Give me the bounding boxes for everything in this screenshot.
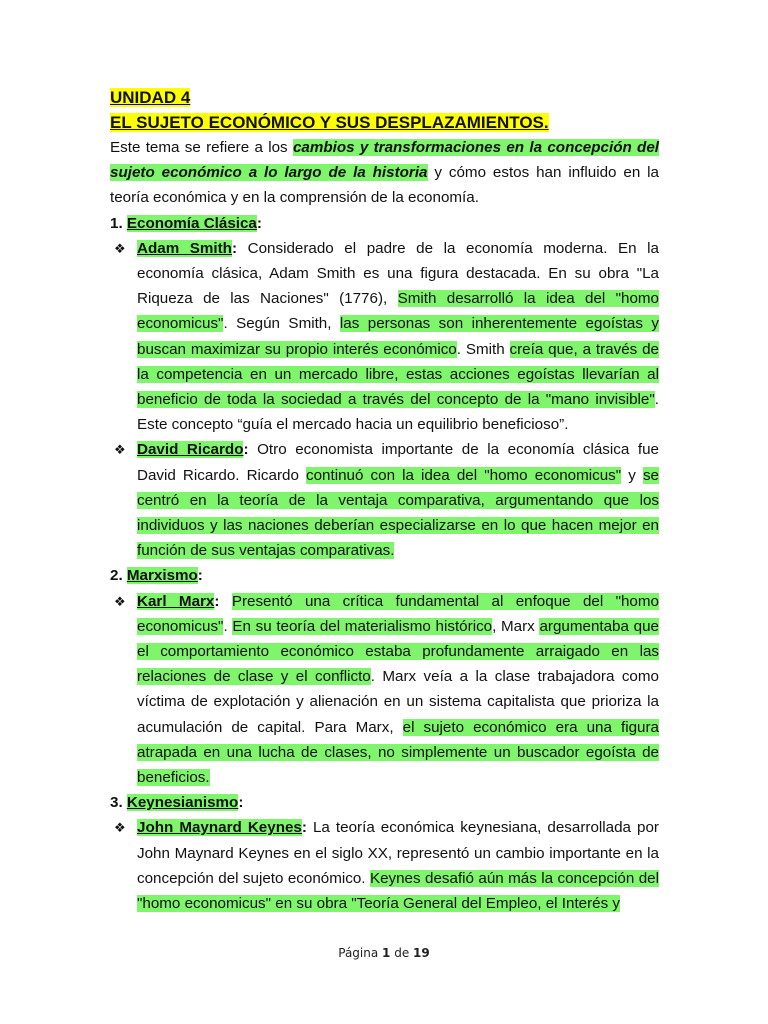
author-name: John Maynard Keynes xyxy=(137,819,302,837)
document-body xyxy=(110,85,659,916)
page-total: 19 xyxy=(413,946,430,960)
author-name: Adam Smith xyxy=(137,239,232,257)
diamond-bullet-icon: ❖ xyxy=(114,593,126,609)
section-heading-keynesianism: 3. Keynesianismo: xyxy=(110,794,244,812)
intro-highlight: cambios y transformaciones en la concepción del sujeto económico a lo largo de la historia xyxy=(110,139,659,182)
page-footer: Página 1 de 19 xyxy=(338,946,430,960)
section-heading-classical: 1. Economía Clásica: xyxy=(110,214,262,232)
intro-paragraph: Este tema se refiere a los cambios y transformaciones en la concepción del sujeto económico a lo largo de la historia y cómo estos han influido en la teoría económica y en la comprensión de la economía. xyxy=(110,139,659,207)
list-item-marx: ❖ Karl Marx: Presentó una crítica fundamental al enfoque del "homo economicus". En su teoría del materialismo histórico, Marx argumentaba que el comportamiento económico estaba profundamente arraigado en las relaciones de clase y el conflicto. Marx veía a la clase trabajadora como víctima de explotación y alienación en un sistema capitalista que prioriza la acumulación de capital. Para Marx, el sujeto económico era una figura atrapada en una lucha de clases, no simplemente un buscador egoísta de beneficios. xyxy=(110,589,659,791)
diamond-bullet-icon: ❖ xyxy=(114,442,126,458)
list-item-keynes: ❖ John Maynard Keynes: La teoría económica keynesiana, desarrollada por John Maynard Keynes en el siglo XX, representó un cambio importante en la concepción del sujeto económico. Keynes desafió aún más la concepción del "homo economicus" en su obra "Teoría General del Empleo, el Interés y xyxy=(110,815,659,916)
list-item-smith: ❖ Adam Smith: Considerado el padre de la economía moderna. En la economía clásica, Adam Smith es una figura destacada. En su obra "La Riqueza de las Naciones" (1776), Smith desarrolló la idea del "homo economicus". Según Smith, las personas son inherentemente egoístas y buscan maximizar su propio interés económico. Smith creía que, a través de la competencia en un mercado libre, estas acciones egoístas llevarían al beneficio de toda la sociedad a través del concepto de la "mano invisible". Este concepto “guía el mercado hacia un equilibrio beneficioso”. xyxy=(110,236,659,438)
unit-heading: UNIDAD 4 xyxy=(110,88,191,107)
diamond-bullet-icon: ❖ xyxy=(114,820,126,836)
section-heading-marxism: 2. Marxismo: xyxy=(110,567,203,585)
document-title: EL SUJETO ECONÓMICO Y SUS DESPLAZAMIENTOS. xyxy=(110,113,549,132)
author-name: Karl Marx xyxy=(137,592,215,610)
author-name: David Ricardo xyxy=(137,441,244,459)
diamond-bullet-icon: ❖ xyxy=(114,240,126,256)
page-number: 1 xyxy=(382,946,391,960)
list-item-ricardo: ❖ David Ricardo: Otro economista importante de la economía clásica fue David Ricardo. Ricardo continuó con la idea del "homo economicus" y se centró en la teoría de la ventaja comparativa, argumentando que los individuos y las naciones deberían especializarse en lo que hacen mejor en función de sus ventajas comparativas. xyxy=(110,437,659,563)
